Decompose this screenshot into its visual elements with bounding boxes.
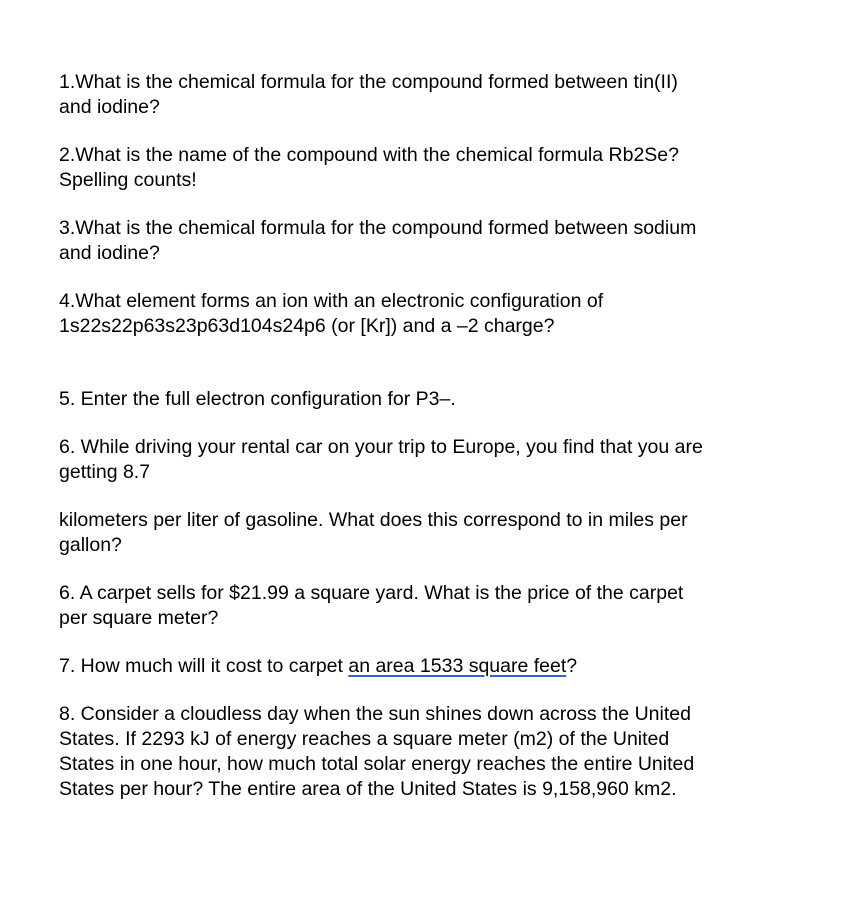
question-8-line-2: States. If 2293 kJ of energy reaches a square meter (m2) of the United: [59, 728, 670, 750]
question-2-line-2: Spelling counts!: [59, 169, 197, 191]
question-8-line-1: 8. Consider a cloudless day when the sun shines down across the United: [59, 703, 691, 725]
question-7-prefix: 7. How much will it cost to carpet: [59, 655, 349, 677]
question-6b: [59, 508, 779, 558]
question-7: [59, 654, 779, 679]
question-6a-line-1: 6. While driving your rental car on your trip to Europe, you find that you are: [59, 436, 703, 458]
question-1: [59, 70, 779, 120]
question-4-line-2: 1s22s22p63s23p63d104s24p6 (or [Kr]) and a –2 charge?: [59, 315, 555, 337]
question-8: [59, 702, 779, 802]
document-body: [59, 70, 779, 802]
question-2: [59, 143, 779, 193]
question-3: [59, 216, 779, 266]
question-4: [59, 289, 779, 339]
question-8-line-4: States per hour? The entire area of the United States is 9,158,960 km2.: [59, 778, 677, 800]
question-3-line-1: 3.What is the chemical formula for the compound formed between sodium: [59, 217, 697, 239]
question-6b-line-2: gallon?: [59, 534, 122, 556]
question-5: [59, 387, 779, 412]
question-6b-line-1: kilometers per liter of gasoline. What does this correspond to in miles per: [59, 509, 688, 531]
question-6c-line-2: per square meter?: [59, 607, 219, 629]
question-4-line-1: 4.What element forms an ion with an electronic configuration of: [59, 290, 604, 312]
question-6a: [59, 435, 779, 485]
question-1-line-1: 1.What is the chemical formula for the compound formed between tin(II): [59, 71, 678, 93]
question-7-underlined-phrase: an area 1533 square feet: [348, 655, 567, 677]
question-6a-line-2: getting 8.7: [59, 461, 151, 483]
question-5-line-1: 5. Enter the full electron configuration for P3–.: [59, 388, 456, 410]
question-7-suffix: ?: [566, 655, 578, 677]
question-2-line-1: 2.What is the name of the compound with the chemical formula Rb2Se?: [59, 144, 679, 166]
question-6c-line-1: 6. A carpet sells for $21.99 a square yard. What is the price of the carpet: [59, 582, 684, 604]
question-3-line-2: and iodine?: [59, 242, 160, 264]
question-7-line-1: [59, 654, 779, 679]
question-8-line-3: States in one hour, how much total solar energy reaches the entire United: [59, 753, 695, 775]
question-6c: [59, 581, 779, 631]
question-1-line-2: and iodine?: [59, 96, 160, 118]
